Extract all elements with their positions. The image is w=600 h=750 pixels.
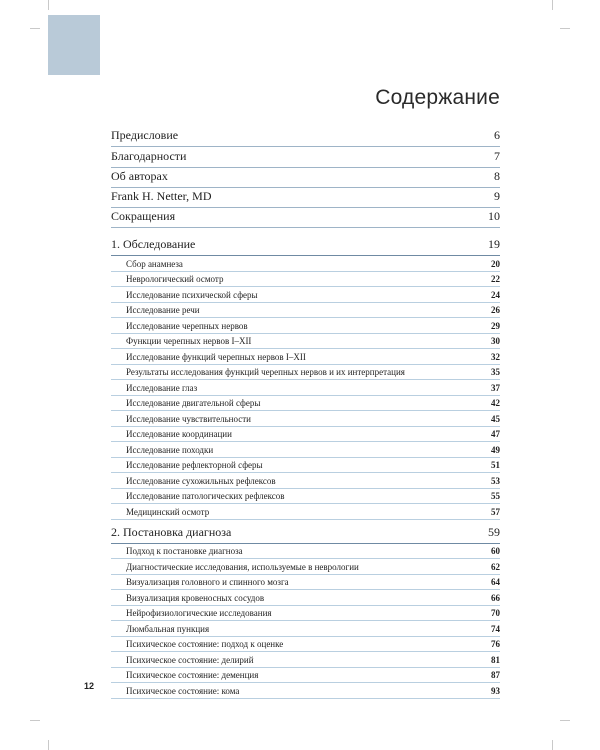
toc-section-entry[interactable] <box>111 544 500 560</box>
toc-entry-label: Психическое состояние: деменция <box>126 670 259 681</box>
crop-mark <box>552 0 553 10</box>
toc-entry-page: 20 <box>491 258 500 269</box>
toc-entry-page: 7 <box>494 148 500 163</box>
toc-chapter-heading[interactable] <box>111 228 500 256</box>
toc-entry-label: 2. Постановка диагноза <box>111 524 232 539</box>
toc-entry-label: Исследование рефлекторной сферы <box>126 460 263 471</box>
toc-entry-label: Исследование патологических рефлексов <box>126 491 285 502</box>
crop-mark <box>48 740 49 750</box>
toc-entry-page: 87 <box>491 670 500 681</box>
toc-entry-page: 93 <box>491 685 500 696</box>
toc-front-matter-entry[interactable] <box>111 168 500 188</box>
toc-chapter-heading[interactable] <box>111 520 500 544</box>
toc-entry-page: 37 <box>491 382 500 393</box>
toc-entry-page: 53 <box>491 475 500 486</box>
toc-entry-label: Предисловие <box>111 128 179 143</box>
toc-entry-page: 47 <box>491 429 500 440</box>
crop-mark <box>30 720 40 721</box>
toc-section-entry[interactable] <box>111 590 500 606</box>
toc-entry-page: 22 <box>491 274 500 285</box>
toc-section-entry[interactable] <box>111 303 500 319</box>
toc-front-matter-entry[interactable] <box>111 188 500 208</box>
toc-entry-label: Об авторах <box>111 168 168 183</box>
toc-entry-label: Медицинский осмотр <box>126 506 210 517</box>
toc-entry-label: Исследование походки <box>126 444 214 455</box>
toc-entry-label: Подход к постановке диагноза <box>126 546 243 557</box>
toc-section-entry[interactable] <box>111 606 500 622</box>
toc-entry-label: Диагностические исследования, используемые в неврологии <box>126 561 359 572</box>
crop-mark <box>48 0 49 10</box>
toc-section-entry[interactable] <box>111 380 500 396</box>
toc-section-entry[interactable] <box>111 334 500 350</box>
toc-entry-label: Визуализация головного и спинного мозга <box>126 577 289 588</box>
toc-entry-page: 19 <box>488 237 500 252</box>
toc-entry-label: Исследование психической сферы <box>126 289 258 300</box>
toc-section-entry[interactable] <box>111 473 500 489</box>
toc-entry-page: 81 <box>491 654 500 665</box>
toc-entry-page: 60 <box>491 546 500 557</box>
toc-entry-label: Психическое состояние: кома <box>126 685 240 696</box>
toc-entry-label: Исследование функций черепных нервов I–XII <box>126 351 306 362</box>
toc-entry-page: 6 <box>494 128 500 143</box>
toc-entry-page: 8 <box>494 168 500 183</box>
toc-entry-page: 42 <box>491 398 500 409</box>
toc-section-entry[interactable] <box>111 668 500 684</box>
toc-entry-label: Нейрофизиологические исследования <box>126 608 272 619</box>
toc-entry-label: Неврологический осмотр <box>126 274 224 285</box>
toc-entry-label: Исследование чувствительности <box>126 413 251 424</box>
toc-entry-page: 26 <box>491 305 500 316</box>
toc-front-matter-entry[interactable] <box>111 208 500 228</box>
toc-entry-label: Люмбальная пункция <box>126 623 210 634</box>
toc-entry-page: 70 <box>491 608 500 619</box>
toc-entry-page: 55 <box>491 491 500 502</box>
toc-section-entry[interactable] <box>111 256 500 272</box>
crop-mark <box>560 720 570 721</box>
toc-section-entry[interactable] <box>111 621 500 637</box>
toc-section-entry[interactable] <box>111 349 500 365</box>
toc-entry-page: 59 <box>488 524 500 539</box>
toc-section-entry[interactable] <box>111 504 500 520</box>
toc-entry-page: 24 <box>491 289 500 300</box>
toc-entry-label: Исследование черепных нервов <box>126 320 248 331</box>
toc-entry-page: 32 <box>491 351 500 362</box>
toc-entry-page: 10 <box>488 209 500 224</box>
toc-entry-label: Исследование координации <box>126 429 232 440</box>
toc-entry-page: 66 <box>491 592 500 603</box>
toc-section-entry[interactable] <box>111 575 500 591</box>
toc-section-entry[interactable] <box>111 559 500 575</box>
toc-section-entry[interactable] <box>111 365 500 381</box>
toc-entry-page: 30 <box>491 336 500 347</box>
crop-mark <box>30 28 40 29</box>
toc-entry-label: Результаты исследования функций черепных нервов и их интерпретация <box>126 367 405 378</box>
toc-entry-page: 49 <box>491 444 500 455</box>
toc-entry-label: Исследование сухожильных рефлексов <box>126 475 276 486</box>
toc-section-entry[interactable] <box>111 637 500 653</box>
toc-entry-page: 76 <box>491 639 500 650</box>
toc-entry-label: Сбор анамнеза <box>126 258 183 269</box>
toc-entry-page: 64 <box>491 577 500 588</box>
toc-entry-label: Визуализация кровеносных сосудов <box>126 592 265 603</box>
toc-section-entry[interactable] <box>111 683 500 699</box>
toc-section-entry[interactable] <box>111 442 500 458</box>
toc-entry-label: 1. Обследование <box>111 237 196 252</box>
toc-section-entry[interactable] <box>111 287 500 303</box>
toc-entry-label: Психическое состояние: подход к оценке <box>126 639 284 650</box>
toc-entry-page: 62 <box>491 561 500 572</box>
toc-section-entry[interactable] <box>111 427 500 443</box>
toc-entry-page: 29 <box>491 320 500 331</box>
toc-section-entry[interactable] <box>111 489 500 505</box>
toc-section-entry[interactable] <box>111 396 500 412</box>
toc-front-matter-entry[interactable] <box>111 147 500 167</box>
toc-entry-label: Frank H. Netter, MD <box>111 189 212 204</box>
toc-section-entry[interactable] <box>111 411 500 427</box>
toc-entry-label: Благодарности <box>111 148 187 163</box>
page-title: Содержание <box>375 86 500 109</box>
toc-section-entry[interactable] <box>111 272 500 288</box>
toc-entry-label: Психическое состояние: делирий <box>126 654 254 665</box>
toc-entry-page: 9 <box>494 189 500 204</box>
toc-entry-label: Функции черепных нервов I–XII <box>126 336 252 347</box>
crop-mark <box>552 740 553 750</box>
toc-entry-label: Сокращения <box>111 209 176 224</box>
toc-entry-page: 51 <box>491 460 500 471</box>
toc-entry-page: 35 <box>491 367 500 378</box>
toc-section-entry[interactable] <box>111 458 500 474</box>
toc-entry-label: Исследование двигательной сферы <box>126 398 261 409</box>
toc-section-entry[interactable] <box>111 318 500 334</box>
toc-entry-label: Исследование глаз <box>126 382 198 393</box>
toc-entry-page: 57 <box>491 506 500 517</box>
page-number: 12 <box>84 681 95 691</box>
toc-section-entry[interactable] <box>111 652 500 668</box>
decorative-corner-block <box>48 15 100 75</box>
crop-mark <box>560 28 570 29</box>
toc-entry-label: Исследование речи <box>126 305 200 316</box>
toc-entry-page: 45 <box>491 413 500 424</box>
toc-front-matter-entry[interactable] <box>111 127 500 147</box>
table-of-contents <box>111 127 500 699</box>
toc-entry-page: 74 <box>491 623 500 634</box>
